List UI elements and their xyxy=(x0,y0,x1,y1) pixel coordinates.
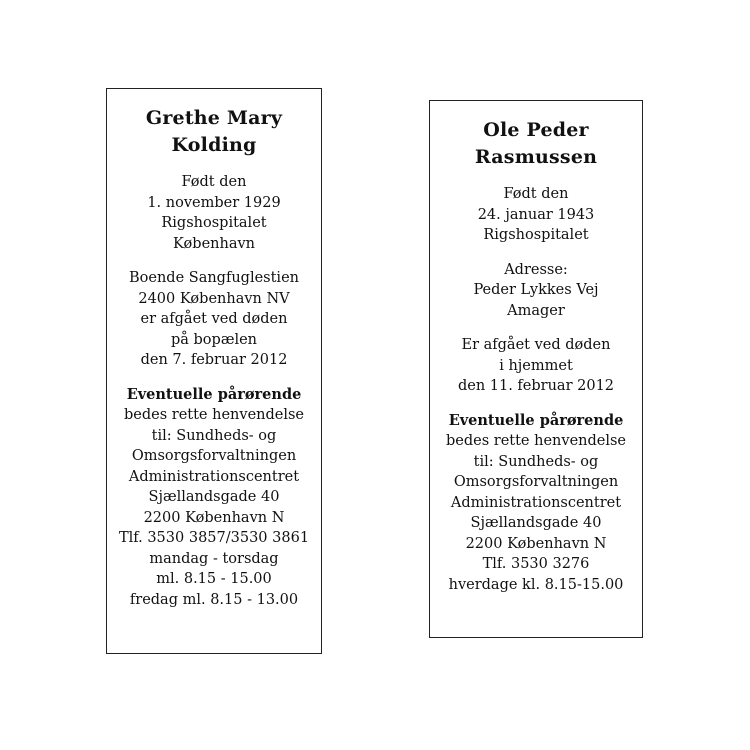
death-line: 2400 København NV xyxy=(138,290,290,307)
death-line: Er afgået ved døden xyxy=(461,337,611,353)
contact-line: Sjællandsgade 40 xyxy=(470,515,602,531)
birth-line: Rigshospitalet xyxy=(483,227,589,243)
deceased-name xyxy=(430,117,642,171)
birth-line: 1. november 1929 xyxy=(147,194,281,211)
birth-line: København xyxy=(172,235,256,252)
name-line: Rasmussen xyxy=(474,146,598,168)
death-details xyxy=(107,268,321,371)
contact-line: Administrationscentret xyxy=(128,468,300,485)
obituary-notice-left xyxy=(106,88,322,654)
birth-line: Født den xyxy=(181,174,247,190)
birth-details xyxy=(107,172,321,254)
address-details xyxy=(430,260,642,322)
death-line: er afgået ved døden xyxy=(140,311,288,327)
contact-line: mandag - torsdag xyxy=(149,550,279,567)
deceased-name xyxy=(107,105,321,159)
death-line: i hjemmet xyxy=(499,357,573,374)
obituary-notice-right xyxy=(429,100,643,638)
address-line: Amager xyxy=(507,302,565,319)
contact-line: Tlf. 3530 3857/3530 3861 xyxy=(118,530,310,546)
contact-line: Omsorgsforvaltningen xyxy=(453,474,619,490)
contact-line: 2200 København N xyxy=(143,509,285,526)
address-line: Peder Lykkes Vej xyxy=(473,282,599,298)
contact-line: Administrationscentret xyxy=(450,494,622,511)
contact-line: Sjællandsgade 40 xyxy=(148,489,280,505)
death-line: den 11. februar 2012 xyxy=(457,378,615,394)
contact-heading: Eventuelle pårørende xyxy=(448,411,624,429)
death-line: den 7. februar 2012 xyxy=(140,352,288,368)
contact-line: Omsorgsforvaltningen xyxy=(131,448,297,464)
contact-line: bedes rette henvendelse xyxy=(445,433,627,449)
contact-line: til: Sundheds- og xyxy=(151,427,277,444)
contact-heading: Eventuelle pårørende xyxy=(126,385,302,403)
contact-line: Tlf. 3530 3276 xyxy=(482,556,590,572)
birth-details xyxy=(430,184,642,246)
address-line: Adresse: xyxy=(504,261,568,278)
death-line: på bopælen xyxy=(170,331,258,348)
contact-line: ml. 8.15 - 15.00 xyxy=(156,571,272,587)
contact-details xyxy=(430,411,642,596)
birth-line: Rigshospitalet xyxy=(161,215,267,231)
contact-line: 2200 København N xyxy=(465,535,607,552)
birth-line: Født den xyxy=(503,186,569,202)
contact-details xyxy=(107,385,321,611)
name-line: Ole Peder xyxy=(483,119,589,141)
birth-line: 24. januar 1943 xyxy=(477,206,595,223)
contact-line: bedes rette henvendelse xyxy=(123,407,305,423)
contact-line: fredag ml. 8.15 - 13.00 xyxy=(129,591,299,608)
death-line: Boende Sangfuglestien xyxy=(128,270,299,286)
contact-line: hverdage kl. 8.15-15.00 xyxy=(448,576,624,593)
contact-line: til: Sundheds- og xyxy=(473,453,599,470)
death-details xyxy=(430,335,642,397)
name-line: Kolding xyxy=(171,134,257,156)
name-line: Grethe Mary xyxy=(145,107,283,129)
